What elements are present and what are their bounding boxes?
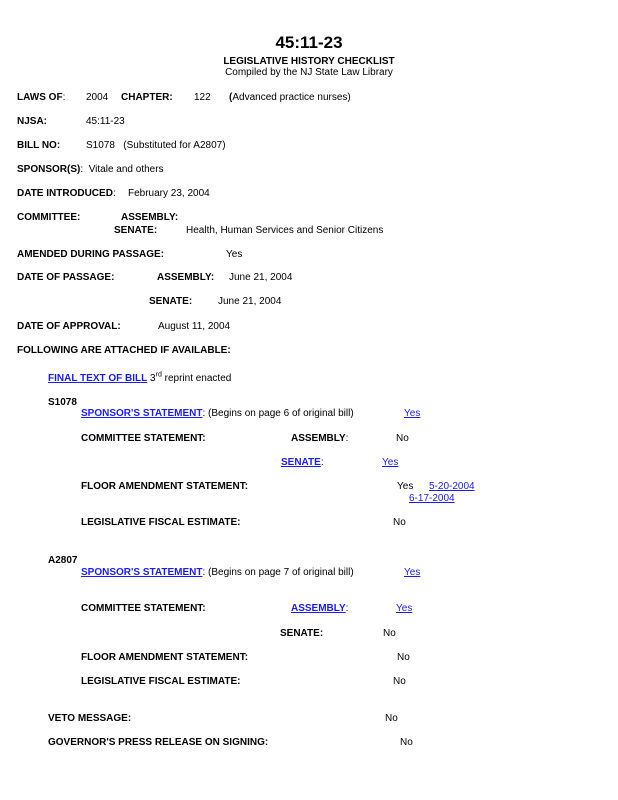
a2807-sponsor-statement-note: : (Begins on page 7 of original bill) (202, 567, 354, 578)
a2807-fiscal-estimate-value: No (393, 676, 406, 687)
bill-no-value: S1078 (Substituted for A2807) (86, 140, 226, 151)
sponsors-label: SPONSOR(S) (17, 164, 81, 175)
attached-heading: FOLLOWING ARE ATTACHED IF AVAILABLE: (17, 345, 231, 356)
law-description-paren: ( (229, 92, 233, 103)
date-introduced-row (17, 189, 116, 199)
s1078-senate-yes-link[interactable]: Yes (382, 457, 399, 468)
sponsors-row (17, 165, 164, 175)
s1078-committee-statement-label: COMMITTEE STATEMENT: (81, 433, 206, 444)
s1078-sponsor-statement-link[interactable]: SPONSOR'S STATEMENT (81, 408, 203, 419)
s1078-sponsor-statement-row (81, 409, 354, 419)
passage-assembly-value: June 21, 2004 (229, 272, 293, 283)
s1078-label: S1078 (48, 397, 77, 408)
s1078-floor-date-link-1[interactable]: 5-20-2004 (429, 481, 475, 492)
laws-of-year: 2004 (86, 92, 109, 103)
s1078-sponsor-statement-yes-link[interactable]: Yes (404, 408, 421, 419)
sponsors-value: Vitale and others (88, 164, 164, 175)
bill-no-label: BILL NO: (17, 140, 61, 151)
date-introduced-value: February 23, 2004 (128, 188, 210, 199)
committee-label: COMMITTEE: (17, 212, 81, 223)
laws-of-label: LAWS OF (17, 92, 63, 103)
s1078-floor-date-link-2[interactable]: 6-17-2004 (409, 493, 455, 504)
final-text-link[interactable]: FINAL TEXT OF BILL (48, 373, 148, 384)
s1078-floor-amendment-label: FLOOR AMENDMENT STATEMENT: (81, 481, 249, 492)
a2807-sponsor-statement-link[interactable]: SPONSOR'S STATEMENT (81, 567, 203, 578)
a2807-sponsor-statement-yes-link[interactable]: Yes (404, 567, 421, 578)
passage-assembly-label: ASSEMBLY: (157, 272, 215, 283)
committee-assembly-label: ASSEMBLY: (121, 212, 179, 223)
law-description: Advanced practice nurses) (232, 92, 351, 103)
njsa-value: 45:11-23 (86, 116, 125, 127)
date-of-approval-label: DATE OF APPROVAL: (17, 321, 121, 332)
date-of-approval-value: August 11, 2004 (158, 321, 231, 332)
final-text-reprint-number: 3 (150, 373, 156, 384)
laws-of-label-row (17, 93, 65, 103)
a2807-senate-label: SENATE: (280, 628, 324, 639)
amended-value: Yes (226, 249, 243, 260)
s1078-senate-row (281, 458, 324, 468)
final-text-sup: rd (155, 371, 162, 379)
a2807-committee-statement-label: COMMITTEE STATEMENT: (81, 603, 206, 614)
law-description-row (229, 93, 351, 103)
date-introduced-label: DATE INTRODUCED (17, 188, 113, 199)
a2807-assembly-yes-link[interactable]: Yes (396, 603, 413, 614)
amended-label: AMENDED DURING PASSAGE: (17, 249, 165, 260)
a2807-fiscal-estimate-label: LEGISLATIVE FISCAL ESTIMATE: (81, 676, 241, 687)
chapter-value: 122 (194, 92, 211, 103)
chapter-label: CHAPTER: (121, 92, 173, 103)
a2807-senate-value: No (383, 628, 396, 639)
s1078-assembly-label: ASSEMBLY (291, 433, 346, 444)
passage-senate-label: SENATE: (149, 296, 193, 307)
compiled-by: Compiled by the NJ State Law Library (225, 67, 393, 78)
press-release-label: GOVERNOR'S PRESS RELEASE ON SIGNING: (48, 737, 269, 748)
a2807-assembly-row (291, 604, 348, 614)
page-subtitle: LEGISLATIVE HISTORY CHECKLIST (223, 56, 395, 67)
s1078-assembly-value: No (396, 433, 409, 444)
committee-senate-value: Health, Human Services and Senior Citizens (186, 225, 384, 236)
passage-senate-value: June 21, 2004 (218, 296, 282, 307)
laws-of-colon: : (62, 92, 66, 103)
final-text-row (48, 371, 232, 384)
page-title: 45:11-23 (275, 33, 343, 52)
veto-message-label: VETO MESSAGE: (48, 713, 132, 724)
final-text-suffix: reprint enacted (161, 373, 232, 384)
veto-message-value: No (385, 713, 398, 724)
s1078-fiscal-estimate-label: LEGISLATIVE FISCAL ESTIMATE: (81, 517, 241, 528)
a2807-floor-amendment-label: FLOOR AMENDMENT STATEMENT: (81, 652, 249, 663)
a2807-assembly-colon: : (345, 603, 349, 614)
date-introduced-colon: : (112, 188, 116, 199)
committee-senate-label: SENATE: (114, 225, 158, 236)
s1078-fiscal-estimate-value: No (393, 517, 406, 528)
s1078-assembly-label-row (291, 434, 348, 444)
s1078-floor-amendment-value: Yes (397, 481, 414, 492)
s1078-senate-link[interactable]: SENATE (281, 457, 321, 468)
s1078-senate-colon: : (320, 457, 324, 468)
sponsors-colon: : (80, 164, 84, 175)
s1078-assembly-colon: : (345, 433, 349, 444)
a2807-assembly-link[interactable]: ASSEMBLY (291, 603, 346, 614)
s1078-sponsor-statement-note: : (Begins on page 6 of original bill) (202, 408, 354, 419)
a2807-floor-amendment-value: No (397, 652, 410, 663)
njsa-label: NJSA: (17, 116, 48, 127)
a2807-label: A2807 (48, 555, 78, 566)
a2807-sponsor-statement-row (81, 568, 354, 578)
date-of-passage-label: DATE OF PASSAGE: (17, 272, 115, 283)
press-release-value: No (400, 737, 413, 748)
